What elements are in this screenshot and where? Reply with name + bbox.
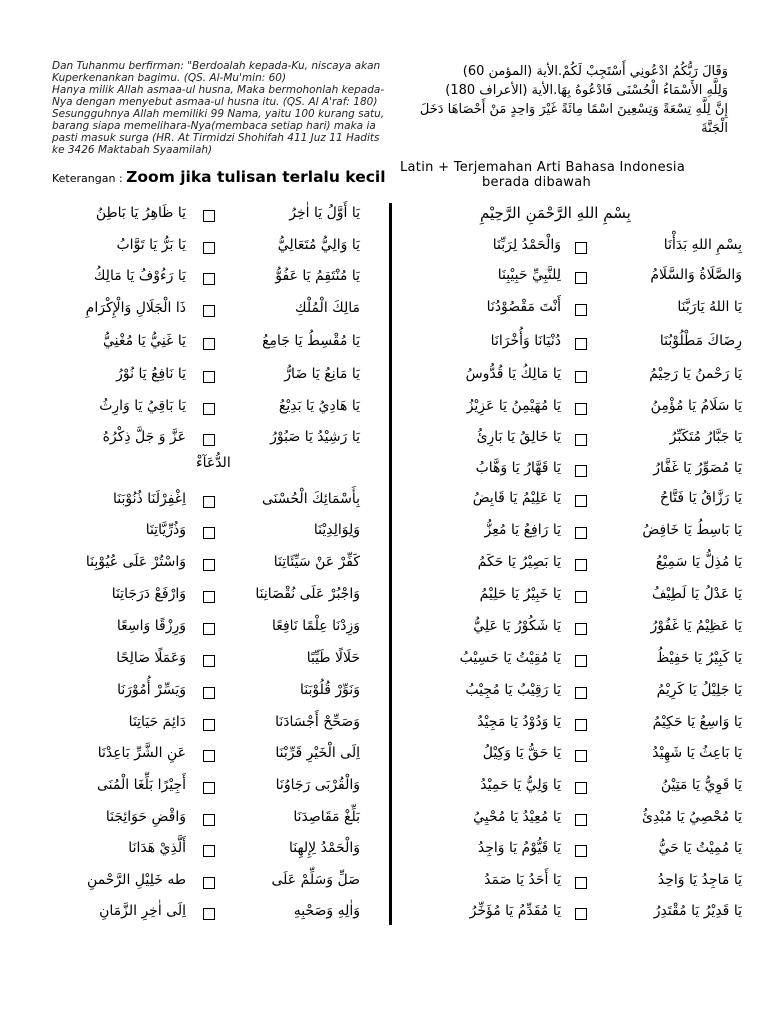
name-text-right: يَا هَادِيُ يَا بَدِيْعُ	[278, 398, 360, 414]
name-text-left: يَا عَلِيْمُ يَا قَابِضُ	[472, 490, 561, 506]
name-text-right: بَلِّغْ مَقَاصِدَنَا	[293, 809, 360, 825]
note-label: Keterangan :	[52, 172, 127, 185]
name-text-left: يَا رَافِعُ يَا مُعِزُّ	[484, 522, 561, 538]
name-text-right: يَا مُذِلُّ يَا سَمِيْعُ	[655, 554, 742, 570]
checkbox[interactable]	[203, 687, 215, 699]
checkbox[interactable]	[203, 496, 215, 508]
checkbox[interactable]	[203, 338, 215, 350]
name-text-right: رِضَاكَ مَطْلُوْبُنَا	[659, 333, 742, 349]
checkbox[interactable]	[203, 273, 215, 285]
name-text-right: يَا جَبَّارُ مُتَكَبِّرُ	[669, 429, 742, 445]
name-text-right: صَلِّ وَسَلِّمْ عَلَى	[271, 872, 360, 888]
name-text-left: يَا مُقَدِّمُ يَا مُؤَخِّرُ	[469, 903, 561, 919]
table-row	[0, 205, 768, 231]
table-row	[0, 903, 768, 929]
table-row	[0, 398, 768, 424]
name-text-left: طه خَلِيْلِ الرَّحْمنِ	[87, 872, 186, 888]
table-row	[0, 237, 768, 263]
intro-latin-line: Hanya milik Allah asmaa-ul husna, Maka bermohonlah kepada-Nya dengan menyebut asmaa-ul husna itu. (QS. Al A'raf: 180)	[52, 84, 385, 108]
name-text-right: كَفِّرْ عَنْ سَيِّئَاتِنَا	[273, 554, 360, 570]
name-text-right: وَنَوِّرْ قُلُوْبَنَا	[299, 682, 360, 698]
name-text-left: وَذُرِّيَّاتِنَا	[145, 522, 186, 538]
name-text-left: وَيَسِّرْ أُمُوْرَنَا	[117, 682, 186, 698]
intro-latin-line: Dan Tuhanmu berfirman: "Berdoalah kepada-Ku, niscaya akan Kuperkenankan bagimu. (QS. Al-Mu'min: 60)	[52, 60, 381, 84]
name-text-left: يَا مُقِيْتُ يَا حَسِيْبُ	[459, 650, 561, 666]
name-text-left: وَاسْتُرْ عَلَى عُيُوْبِنَا	[85, 554, 186, 570]
name-text-right: وَاجْبُرْ عَلَى نُقْصَانِنَا	[255, 586, 360, 602]
checkbox[interactable]	[203, 782, 215, 794]
name-text-right: وَصَحِّحْ أَجْسَادَنَا	[275, 714, 360, 730]
name-text-left: يَا وَدُوْدُ يَا مَجِيْدُ	[477, 714, 561, 730]
left-wrap-text: الدُّعَآءْ	[196, 455, 231, 471]
name-text-right: حَلَالًا طَيِّبًا	[306, 650, 360, 666]
checkbox[interactable]	[203, 623, 215, 635]
checkbox[interactable]	[203, 403, 215, 415]
name-text-left: يَا شَكُوْرُ يَا عَلِيُّ	[473, 618, 561, 634]
name-text-left: عَزَّ وَ جَلَّ ذِكْرُهُ	[102, 429, 186, 445]
name-text-left: وَرِزْقًا وَاسِعًا	[116, 618, 186, 634]
name-text-left: يَا مَالِكُ يَا قُدُّوسُ	[465, 366, 561, 382]
name-text-left: يَا بَاقِيُ يَا وَارِثُ	[99, 398, 186, 414]
name-text-left: يَا خَبِيْرُ يَا حَلِيْمُ	[479, 586, 561, 602]
name-text-left: يَا رَقِيْبُ يَا مُجِيْبُ	[465, 682, 561, 698]
table-row	[0, 872, 768, 898]
table-row	[0, 745, 768, 771]
name-text-right: وَاٰلِهِ وَصَحْبِهِ	[293, 903, 360, 919]
name-text-left: وَارْفَعْ دَرَجَاتِنَا	[111, 586, 186, 602]
name-text-left: يَا ظَاهِرُ يَا بَاطِنُ	[95, 205, 186, 221]
name-text-left: دُنْيَانَا وَأُخْرَانَا	[490, 333, 561, 349]
name-text-right: وَالْحَمْدُ لِإِلهِنَا	[288, 840, 360, 856]
name-text-right: بِسْمِ اللهِ بَدَأْنَا	[663, 237, 742, 253]
name-text-right: اِلَى الْخَيْرِ قَرِّبْنَا	[275, 745, 360, 761]
name-text-right: يَا سَلَامُ يَا مُؤْمِنُ	[650, 398, 742, 414]
name-text-left: دَائِمَ حَيَاتِنَا	[128, 714, 186, 730]
name-text-left: أَنْتَ مَقْصُوْدُنَا	[486, 299, 561, 315]
name-text-left: وَعَمَلًا صَالِحًا	[116, 650, 186, 666]
name-text-right: وَزِدْنَا عِلْمًا نَافِعًا	[271, 618, 360, 634]
name-text-left: يَا قَهَّارُ يَا وَهَّابُ	[475, 460, 561, 476]
table-row	[0, 777, 768, 803]
note	[52, 168, 386, 186]
name-text-right: يَا مُنْتَقِمُ يَا عَفُوُّ	[275, 268, 360, 284]
name-text-right: يَا وَالِيُّ مُتَعَالِيُّ	[277, 237, 360, 253]
name-text-right: بِأَسْمَائِكَ الْحُسْنَى	[262, 491, 360, 507]
checkbox[interactable]	[203, 814, 215, 826]
name-text-right: يَا قَوِيُّ يَا مَتِيْنُ	[660, 777, 742, 793]
checkbox[interactable]	[203, 242, 215, 254]
checkbox[interactable]	[203, 591, 215, 603]
table-row	[0, 491, 768, 517]
name-text-right: يَا مَانِعُ يَا ضَارُّ	[284, 366, 360, 382]
checkbox[interactable]	[203, 434, 215, 446]
table-row	[0, 366, 768, 392]
name-text-right: يَا مُقْسِطُ يَا جَامِعُ	[262, 333, 360, 349]
table-row	[0, 809, 768, 835]
name-text-right: يَا كَبِيْرُ يَا حَفِيْظُ	[656, 650, 742, 666]
checkbox[interactable]	[203, 719, 215, 731]
name-text-right: يَا مُصَوِّرُ يَا غَفَّارُ	[653, 460, 742, 476]
checkbox[interactable]	[203, 908, 215, 920]
name-text-left: يَا بَصِيْرُ يَا حَكَمُ	[477, 554, 561, 570]
table-row	[0, 682, 768, 708]
name-text-left: يَا أَحَدُ يَا صَمَدُ	[484, 872, 561, 888]
latin-info-line: berada dibawah	[482, 175, 592, 190]
bismillah: بِسْمِ اللهِ الرَّحْمَنِ الرَّحِيْمِ	[480, 204, 631, 222]
name-text-left: يَا خَالِقُ يَا بَارِئُ	[476, 429, 561, 445]
intro-latin-line: Sesungguhnya Allah memiliki 99 Nama, yaitu 100 kurang satu, barang siapa memelihara-Nya(membaca setiap hari) maka ia pasti masuk surga (HR. At Tirmidzi Shohifah 411 Juz 11 Hadits ke 3426 Maktabah Syaamilah)	[52, 108, 385, 156]
name-text-left: لِلنَّبِيِّ حَبِيْبِنَا	[497, 267, 561, 283]
checkbox[interactable]	[575, 465, 587, 477]
name-text-left: يَا قَيُّوْمُ يَا وَاجِدُ	[477, 840, 561, 856]
name-text-left: اِغْفِرْلَنَا ذُنُوْبَنَا	[113, 491, 186, 507]
name-text-left: يَا نَافِعُ يَا نُوْرُ	[116, 366, 186, 382]
checkbox[interactable]	[203, 877, 215, 889]
name-text-left: ذَا الْجَلَالِ وَالْإِكْرَامِ	[85, 300, 186, 316]
table-row	[0, 300, 768, 326]
checkbox[interactable]	[203, 371, 215, 383]
table-row	[0, 618, 768, 644]
checkbox[interactable]	[203, 655, 215, 667]
table-row	[0, 714, 768, 740]
name-text-left: أَجِيْرًا بَلِّغَا الْمُنَى	[97, 777, 186, 793]
name-text-right: يَا مُمِيْتُ يَا حَيُّ	[658, 840, 742, 856]
name-text-right: يَا اللهُ يَارَبَّنَا	[677, 299, 742, 315]
name-text-right: وَالْقُرْبَى رَجَاوُنَا	[275, 777, 360, 793]
name-text-left: أَلَّذِيْ هَدَانَا	[128, 840, 186, 856]
name-text-right: يَا مَاجِدُ يَا وَاحِدُ	[657, 872, 742, 888]
checkbox[interactable]	[203, 305, 215, 317]
checkbox[interactable]	[203, 210, 215, 222]
name-text-left: عَنِ الشَّرِّ بَاعِدْنَا	[97, 745, 186, 761]
name-text-left: يَا حَقُّ يَا وَكِيْلُ	[482, 745, 561, 761]
table-row	[0, 554, 768, 580]
table-row	[0, 840, 768, 866]
name-text-right: يَا بَاسِطُ يَا خَافِضُ	[642, 522, 742, 538]
checkbox[interactable]	[203, 750, 215, 762]
name-text-right: مَالِكَ الْمُلْكِ	[295, 300, 360, 316]
name-text-left: وَاقْضِ حَوَائِجَنَا	[105, 809, 186, 825]
table-row	[0, 429, 768, 455]
name-text-right: يَا أَوَّلُ يَا اٰخِرُ	[289, 205, 360, 221]
name-text-right: يَا جَلِيْلُ يَا كَرِيْمُ	[656, 682, 742, 698]
name-text-right: يَا عَظِيْمُ يَا غَفُوْرُ	[650, 618, 742, 634]
table-row	[0, 522, 768, 548]
intro-arabic	[398, 62, 728, 138]
name-text-right: وَالصَّلَاةُ وَالسَّلَامُ	[650, 267, 742, 283]
name-text-left: وَالْحَمْدُ لِرَبِّنَا	[492, 237, 561, 253]
name-text-right: يَا وَاسِعُ يَا حَكِيْمُ	[652, 714, 742, 730]
checkbox[interactable]	[203, 527, 215, 539]
table-row	[0, 460, 768, 486]
intro-latin	[52, 60, 392, 156]
name-text-left: اِلَى اٰخِرِ الزَّمَانِ	[99, 903, 186, 919]
table-row	[0, 333, 768, 359]
name-text-left: يَا رَءُوْفُ يَا مَالِكُ	[93, 268, 186, 284]
name-text-left: يَا بَرُّ يَا تَوَّابُ	[116, 237, 186, 253]
table-row	[0, 268, 768, 294]
name-text-right: يَا رَزَّاقُ يَا فَتَّاحُ	[659, 490, 742, 506]
table-row	[0, 650, 768, 676]
name-text-right: يَا بَاعِثُ يَا شَهِيْدُ	[652, 745, 742, 761]
intro-arabic-line: وَلِلَّهِ الأَسْمَاءُ الْحُسْنَى فَادْعُوهُ بِهَا.الأية (الأعراف 180)	[445, 83, 728, 98]
table-row	[0, 586, 768, 612]
name-text-right: يَا رَحْمنُ يَا رَحِيْمُ	[649, 366, 742, 382]
name-text-right: وَلِوَالِدِيْنَا	[313, 522, 360, 538]
name-text-left: يَا مُهَيْمِنُ يَا عَزِيْزُ	[466, 398, 561, 414]
name-text-right: يَا مُحْصِيُ يَا مُبْدِئُ	[641, 809, 742, 825]
name-text-left: يَا مُعِيْدُ يَا مُحْيِيُ	[473, 809, 561, 825]
name-text-right: يَا عَدْلُ يَا لَطِيْفُ	[651, 586, 742, 602]
intro-arabic-line: إِنَّ لِلَّهِ تِسْعَةً وَتِسْعِينَ اسْمًا مِائَةً غَيْرَ وَاحِدٍ مَنْ أَحْصَاهَا دَخَلَ الْجَنَّةَ	[419, 102, 728, 136]
intro-arabic-line: وَقَالَ رَبُّكُمُ ادْعُونِي أَسْتَجِبْ لَكُمْ.الأية (المؤمن 60)	[462, 64, 728, 79]
note-text: Zoom jika tulisan terlalu kecil	[126, 168, 386, 186]
name-text-left: يَا وَلِيُّ يَا حَمِيْدُ	[480, 777, 561, 793]
latin-info	[400, 160, 730, 190]
checkbox[interactable]	[203, 559, 215, 571]
name-text-right: يَا قَدِيْرُ يَا مُقْتَدِرُ	[653, 903, 742, 919]
latin-info-line: Latin + Terjemahan Arti Bahasa Indonesia	[400, 160, 686, 175]
name-text-right: يَا رَشِيْدُ يَا صَبُوْرُ	[270, 429, 360, 445]
name-text-left: يَا غَنِيُّ يَا مُغْنِيُّ	[102, 333, 186, 349]
checkbox[interactable]	[203, 845, 215, 857]
